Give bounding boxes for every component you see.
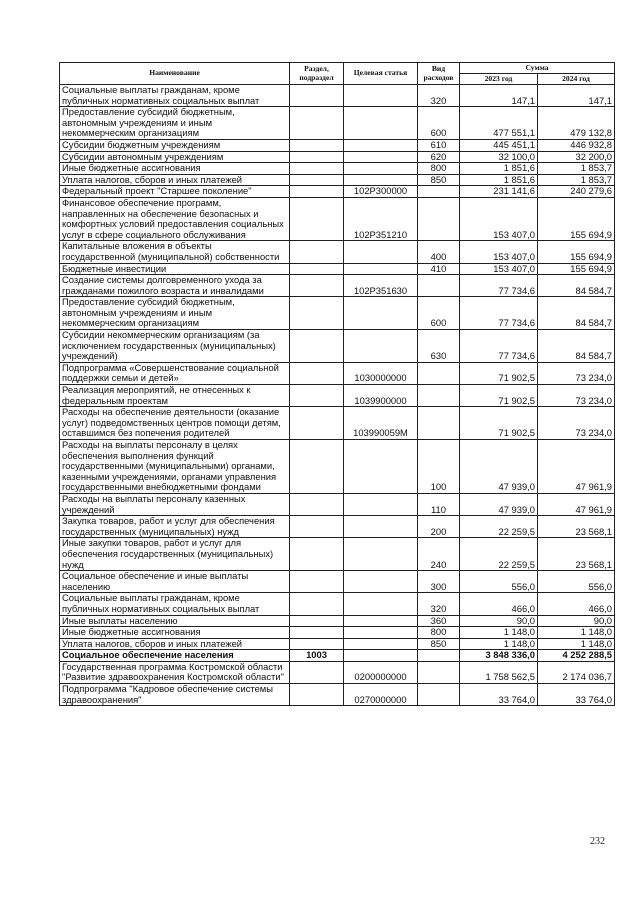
cell-2024: 47 961,9 — [538, 493, 615, 515]
cell-2024: 73 234,0 — [538, 385, 615, 407]
cell-2023: 47 939,0 — [460, 440, 538, 494]
cell-2023: 1 851,6 — [460, 174, 538, 186]
table-row — [60, 385, 615, 407]
cell-2023: 32 100,0 — [460, 151, 538, 163]
cell-name: Субсидии бюджетным учреждениям — [60, 139, 290, 151]
cell-2024: 1 148,0 — [538, 627, 615, 639]
cell-type: 610 — [418, 139, 460, 151]
cell-target — [344, 615, 418, 627]
cell-target — [344, 571, 418, 593]
header-section: Раздел, подраздел — [290, 63, 344, 85]
header-sum: Сумма — [460, 63, 615, 74]
cell-2023: 33 764,0 — [460, 684, 538, 706]
cell-type — [418, 407, 460, 440]
header-target: Целевая статья — [344, 63, 418, 85]
cell-2023: 231 141,6 — [460, 186, 538, 198]
table-row — [60, 139, 615, 151]
cell-target — [344, 139, 418, 151]
cell-name: Иные выплаты населению — [60, 615, 290, 627]
cell-2023: 153 407,0 — [460, 197, 538, 240]
cell-type: 320 — [418, 593, 460, 615]
cell-name: Создание системы долговременного ухода за гражданами пожилого возраста и инвалидами — [60, 275, 290, 297]
cell-target — [344, 263, 418, 275]
cell-2024: 47 961,9 — [538, 440, 615, 494]
cell-type: 600 — [418, 297, 460, 330]
table-row — [60, 186, 615, 198]
table-row — [60, 362, 615, 384]
cell-2023: 77 734,6 — [460, 297, 538, 330]
cell-2024: 556,0 — [538, 571, 615, 593]
cell-section — [290, 661, 344, 683]
cell-2023: 90,0 — [460, 615, 538, 627]
table-row — [60, 151, 615, 163]
cell-target — [344, 163, 418, 175]
cell-name: Иные бюджетные ассигнования — [60, 163, 290, 175]
cell-section — [290, 684, 344, 706]
cell-section — [290, 638, 344, 650]
cell-name: Закупка товаров, работ и услуг для обеспечения государственных (муниципальных) нужд — [60, 516, 290, 538]
cell-section — [290, 407, 344, 440]
table-row — [60, 571, 615, 593]
cell-name: Предоставление субсидий бюджетным, автономным учреждениям и иным некоммерческим организациям — [60, 297, 290, 330]
cell-2024: 73 234,0 — [538, 362, 615, 384]
table-row — [60, 516, 615, 538]
cell-target — [344, 241, 418, 263]
cell-type: 100 — [418, 440, 460, 494]
cell-name: Субсидии автономным учреждениям — [60, 151, 290, 163]
cell-name: Расходы на обеспечение деятельности (оказание услуг) подведомственных центров помощи детям, оставшимся без попечения родителей — [60, 407, 290, 440]
table-row — [60, 684, 615, 706]
cell-target — [344, 650, 418, 662]
cell-type — [418, 186, 460, 198]
table-row — [60, 440, 615, 494]
cell-section — [290, 151, 344, 163]
cell-section — [290, 85, 344, 107]
cell-2023: 71 902,5 — [460, 407, 538, 440]
cell-target — [344, 493, 418, 515]
cell-name: Бюджетные инвестиции — [60, 263, 290, 275]
cell-target — [344, 538, 418, 571]
cell-type — [418, 362, 460, 384]
table-row — [60, 197, 615, 240]
cell-section — [290, 385, 344, 407]
cell-2024: 33 764,0 — [538, 684, 615, 706]
cell-target — [344, 85, 418, 107]
cell-target: 102P351210 — [344, 197, 418, 240]
cell-2024: 2 174 036,7 — [538, 661, 615, 683]
cell-2023: 3 848 336,0 — [460, 650, 538, 662]
table-row — [60, 493, 615, 515]
cell-2024: 446 932,8 — [538, 139, 615, 151]
cell-name: Социальные выплаты гражданам, кроме публичных нормативных социальных выплат — [60, 593, 290, 615]
cell-2024: 155 694,9 — [538, 263, 615, 275]
cell-2023: 1 148,0 — [460, 627, 538, 639]
cell-section — [290, 593, 344, 615]
table-body — [60, 85, 615, 706]
cell-2023: 556,0 — [460, 571, 538, 593]
cell-name: Капитальные вложения в объекты государственной (муниципальной) собственности — [60, 241, 290, 263]
budget-table — [59, 62, 615, 706]
table-row — [60, 107, 615, 140]
cell-2023: 47 939,0 — [460, 493, 538, 515]
cell-section — [290, 362, 344, 384]
cell-name: Иные бюджетные ассигнования — [60, 627, 290, 639]
cell-target: 0270000000 — [344, 684, 418, 706]
cell-type — [418, 275, 460, 297]
table-row — [60, 330, 615, 363]
cell-type: 200 — [418, 516, 460, 538]
cell-target — [344, 440, 418, 494]
cell-section — [290, 174, 344, 186]
cell-target: 102P351630 — [344, 275, 418, 297]
cell-2024: 32 200,0 — [538, 151, 615, 163]
cell-2024: 84 584,7 — [538, 297, 615, 330]
cell-2023: 1 851,6 — [460, 163, 538, 175]
table-row — [60, 650, 615, 662]
table-row — [60, 241, 615, 263]
cell-section — [290, 275, 344, 297]
cell-2023: 1 758 562,5 — [460, 661, 538, 683]
cell-name: Социальное обеспечение населения — [60, 650, 290, 662]
cell-type: 800 — [418, 627, 460, 639]
cell-section — [290, 163, 344, 175]
header-type: Вид расходов — [418, 63, 460, 85]
cell-type — [418, 650, 460, 662]
cell-type: 410 — [418, 263, 460, 275]
cell-type: 400 — [418, 241, 460, 263]
table-row — [60, 407, 615, 440]
table-row — [60, 627, 615, 639]
cell-target: 0200000000 — [344, 661, 418, 683]
cell-2023: 153 407,0 — [460, 241, 538, 263]
cell-target — [344, 593, 418, 615]
cell-type: 300 — [418, 571, 460, 593]
cell-name: Предоставление субсидий бюджетным, автономным учреждениям и иным некоммерческим организациям — [60, 107, 290, 140]
cell-type: 110 — [418, 493, 460, 515]
cell-target: 1030000000 — [344, 362, 418, 384]
header-name: Наименование — [60, 63, 290, 85]
cell-type: 800 — [418, 163, 460, 175]
cell-2023: 466,0 — [460, 593, 538, 615]
cell-name: Финансовое обеспечение программ, направленных на обеспечение безопасных и комфортных условий предоставления социальных услуг в сфере социального обслуживания — [60, 197, 290, 240]
cell-type — [418, 684, 460, 706]
cell-2023: 477 551,1 — [460, 107, 538, 140]
cell-target: 102P300000 — [344, 186, 418, 198]
cell-type: 850 — [418, 174, 460, 186]
cell-type: 360 — [418, 615, 460, 627]
cell-type — [418, 197, 460, 240]
page-number: 232 — [590, 836, 605, 847]
cell-2023: 153 407,0 — [460, 263, 538, 275]
cell-2024: 73 234,0 — [538, 407, 615, 440]
cell-type: 630 — [418, 330, 460, 363]
cell-section — [290, 241, 344, 263]
cell-2024: 1 853,7 — [538, 163, 615, 175]
cell-section — [290, 197, 344, 240]
cell-section — [290, 615, 344, 627]
cell-type: 620 — [418, 151, 460, 163]
cell-section — [290, 330, 344, 363]
cell-2023: 77 734,6 — [460, 330, 538, 363]
cell-name: Социальные выплаты гражданам, кроме публичных нормативных социальных выплат — [60, 85, 290, 107]
cell-section — [290, 263, 344, 275]
cell-name: Уплата налогов, сборов и иных платежей — [60, 638, 290, 650]
cell-2023: 71 902,5 — [460, 385, 538, 407]
cell-target — [344, 638, 418, 650]
cell-name: Государственная программа Костромской области "Развитие здравоохранения Костромской области" — [60, 661, 290, 683]
cell-2024: 90,0 — [538, 615, 615, 627]
cell-name: Субсидии некоммерческим организациям (за исключением государственных (муниципальных) учреждений) — [60, 330, 290, 363]
cell-name: Реализация мероприятий, не отнесенных к федеральным проектам — [60, 385, 290, 407]
cell-section — [290, 493, 344, 515]
cell-name: Социальное обеспечение и иные выплаты населению — [60, 571, 290, 593]
cell-target — [344, 516, 418, 538]
table-row — [60, 538, 615, 571]
cell-2023: 1 148,0 — [460, 638, 538, 650]
cell-2024: 155 694,9 — [538, 197, 615, 240]
cell-2024: 4 252 288,5 — [538, 650, 615, 662]
cell-section — [290, 139, 344, 151]
table-row — [60, 174, 615, 186]
cell-target — [344, 297, 418, 330]
header-year-2024: 2024 год — [538, 74, 615, 85]
cell-type: 240 — [418, 538, 460, 571]
cell-target — [344, 174, 418, 186]
cell-2024: 155 694,9 — [538, 241, 615, 263]
cell-2023: 22 259,5 — [460, 538, 538, 571]
cell-2024: 466,0 — [538, 593, 615, 615]
cell-2023: 445 451,1 — [460, 139, 538, 151]
table-row — [60, 85, 615, 107]
cell-target: 1039900000 — [344, 385, 418, 407]
cell-2023: 22 259,5 — [460, 516, 538, 538]
cell-section — [290, 297, 344, 330]
table-row — [60, 593, 615, 615]
cell-2024: 1 853,7 — [538, 174, 615, 186]
table-row — [60, 661, 615, 683]
cell-2024: 240 279,6 — [538, 186, 615, 198]
header-year-2023: 2023 год — [460, 74, 538, 85]
cell-type: 600 — [418, 107, 460, 140]
cell-name: Подпрограмма "Кадровое обеспечение системы здравоохранения" — [60, 684, 290, 706]
table-row — [60, 263, 615, 275]
cell-section: 1003 — [290, 650, 344, 662]
cell-target — [344, 330, 418, 363]
table-row — [60, 615, 615, 627]
cell-name: Уплата налогов, сборов и иных платежей — [60, 174, 290, 186]
cell-section — [290, 538, 344, 571]
cell-type — [418, 661, 460, 683]
cell-target — [344, 107, 418, 140]
cell-type — [418, 385, 460, 407]
cell-name: Подпрограмма «Совершенствование социальной поддержки семьи и детей» — [60, 362, 290, 384]
cell-2023: 77 734,6 — [460, 275, 538, 297]
cell-section — [290, 186, 344, 198]
cell-section — [290, 627, 344, 639]
cell-2024: 23 568,1 — [538, 516, 615, 538]
cell-name: Федеральный проект "Старшее поколение" — [60, 186, 290, 198]
cell-2023: 147,1 — [460, 85, 538, 107]
cell-name: Расходы на выплаты персоналу казенных учреждений — [60, 493, 290, 515]
cell-section — [290, 571, 344, 593]
cell-target — [344, 627, 418, 639]
cell-2023: 71 902,5 — [460, 362, 538, 384]
cell-target: 103990059М — [344, 407, 418, 440]
table-row — [60, 297, 615, 330]
cell-name: Расходы на выплаты персоналу в целях обеспечения выполнения функций государственными (муниципальными) органами, казенными учреждениями, органами управления государственными внебюджетными фондами — [60, 440, 290, 494]
cell-section — [290, 440, 344, 494]
cell-2024: 84 584,7 — [538, 275, 615, 297]
cell-section — [290, 516, 344, 538]
table-row — [60, 638, 615, 650]
cell-section — [290, 107, 344, 140]
cell-type: 850 — [418, 638, 460, 650]
cell-name: Иные закупки товаров, работ и услуг для обеспечения государственных (муниципальных) нужд — [60, 538, 290, 571]
cell-2024: 23 568,1 — [538, 538, 615, 571]
cell-type: 320 — [418, 85, 460, 107]
table-row — [60, 275, 615, 297]
table-row — [60, 163, 615, 175]
cell-2024: 147,1 — [538, 85, 615, 107]
cell-target — [344, 151, 418, 163]
cell-2024: 1 148,0 — [538, 638, 615, 650]
cell-2024: 84 584,7 — [538, 330, 615, 363]
cell-2024: 479 132,8 — [538, 107, 615, 140]
